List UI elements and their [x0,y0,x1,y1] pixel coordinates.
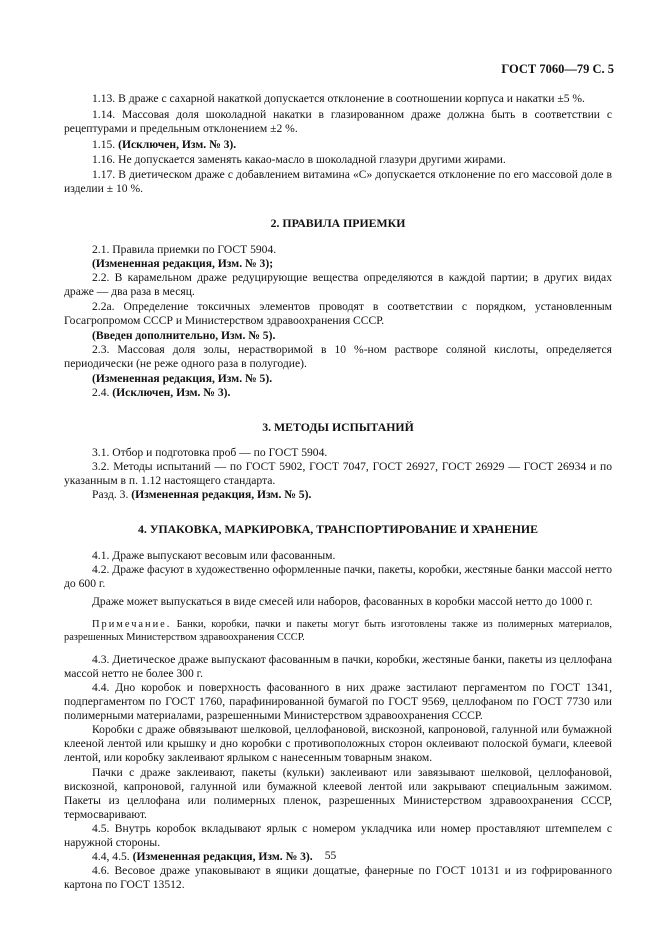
document-body [64,92,612,892]
section-2-heading: 2. ПРАВИЛА ПРИЕМКИ [270,216,406,230]
clause-4-3: 4.3. Диетическое драже выпускают фасованным в пачки, коробки, жестяные банки, пакеты из целлофана массой нетто не более 300 г. [64,653,612,680]
clause-4-4: 4.4. Дно коробок и поверхность фасованного в них драже застилают пергаментом по ГОСТ 1341, подпергаментом по ГОСТ 1760, парафинированной бумагой по ГОСТ 9569, целлофаном по ГОСТ 7730 или полимерными материалами, разрешенными Министерством здравоохранения СССР. [64,681,612,722]
clause-4-5: 4.5. Внутрь коробок вкладывают ярлык с номером укладчика или номер проставляют штемпелем с наружной стороны. [64,822,612,849]
clause-1-17: 1.17. В диетическом драже с добавлением витамина «С» допускается отклонение по его массовой доле в изделии ± 10 %. [64,168,612,195]
amendment-note: (Измененная редакция, Изм. № 5). [131,488,312,501]
clause-4-1: 4.1. Драже выпускают весовым или фасованным. [92,549,336,562]
clause-1-16: 1.16. Не допускается заменять какао-масло в шоколадной глазури другими жирами. [92,153,506,166]
clause-1-14: 1.14. Массовая доля шоколадной накатки в глазированном драже должна быть в соответствии с рецептурами и предельным отклонением ±2 %. [64,108,612,135]
amendment-note: (Введен дополнительно, Изм. № 5). [92,329,276,342]
clause-number: 2.4. [92,386,110,399]
clause-4-2: 4.2. Драже фасуют в художественно оформленные пачки, пакеты, коробки, жестяные банки массой нетто до 600 г. [64,563,612,590]
clause-4-4-cont-2: Пачки с драже заклеивают, пакеты (кульки) заклеивают или завязывают шелковой, целлофановой, вискозной, капроновой, галунной или бумажной клеевой лентой или закрывают специальным зажимом. Пакеты из целлофана или полимерных пленок, разрешенных Министерством здравоохранения СССР, термосваривают. [64,766,612,821]
clause-2-4 [64,386,612,400]
section-4-heading: 4. УПАКОВКА, МАРКИРОВКА, ТРАНСПОРТИРОВАНИЕ И ХРАНЕНИЕ [138,522,538,536]
page-header: ГОСТ 7060—79 С. 5 [501,62,614,76]
section-3-heading: 3. МЕТОДЫ ИСПЫТАНИЙ [262,420,414,434]
clause-2-2: 2.2. В карамельном драже редуцирующие вещества определяются в каждой партии; в других видах драже — два раза в месяц. [64,271,612,298]
section-ref: Разд. 3. [92,488,129,501]
clause-2-3: 2.3. Массовая доля золы, нерастворимой в 10 %-ном растворе соляной кислоты, определяется периодически (не реже одного раза в полугодие). [64,343,612,370]
clause-number: 1.15. [92,138,116,151]
note [64,618,612,644]
clause-3-2: 3.2. Методы испытаний — по ГОСТ 5902, ГОСТ 7047, ГОСТ 26927, ГОСТ 26929 — ГОСТ 26934 и по указанным в п. 1.12 настоящего стандарта. [64,460,612,487]
clause-4-6: 4.6. Весовое драже упаковывают в ящики дощатые, фанерные по ГОСТ 10131 и из гофрированного картона по ГОСТ 13512. [64,864,612,891]
page-number: 55 [324,850,337,862]
amendment-note: (Исключен, Изм. № 3). [118,138,237,151]
clause-2-2a: 2.2а. Определение токсичных элементов проводят в соответствии с порядком, установленным Госагропромом СССР и Министерством здравоохранения СССР. [64,300,612,327]
clause-3-1: 3.1. Отбор и подготовка проб — по ГОСТ 5904. [92,446,328,459]
amendment-note: (Исключен, Изм. № 3). [112,386,231,399]
amendment-note: (Измененная редакция, Изм. № 5). [92,372,273,385]
note-text: Банки, коробки, пачки и пакеты могут быть изготовлены также из полимерных материалов, разрешенных Министерством здравоохранения СССР. [64,619,612,643]
note-label: Примечание. [92,619,172,630]
clause-ref: 4.4, 4.5. [92,850,130,863]
clause-1-15 [64,138,612,152]
clause-2-1: 2.1. Правила приемки по ГОСТ 5904. [92,243,277,256]
amendment-note: (Измененная редакция, Изм. № 3). [132,850,313,863]
clause-1-13: 1.13. В драже с сахарной накаткой допускается отклонение в соотношении корпуса и накатки ±5 %. [92,92,585,105]
clause-4-4-cont-1: Коробки с драже обвязывают шелковой, целлофановой, вискозной, капроновой, галунной или бумажной клееной лентой или крышку и дно коробки с противоположных сторон оклеивают полоской бумаги, клеевой лентой, или коробку заклеивают ярлыком с нанесенным товарным знаком. [64,723,612,764]
amendment-note: (Измененная редакция, Изм. № 3); [92,257,274,270]
section-3-amendment [64,488,612,502]
clause-4-2-cont: Драже может выпускаться в виде смесей или наборов, фасованных в коробки массой нетто до 1000 г. [92,595,593,608]
